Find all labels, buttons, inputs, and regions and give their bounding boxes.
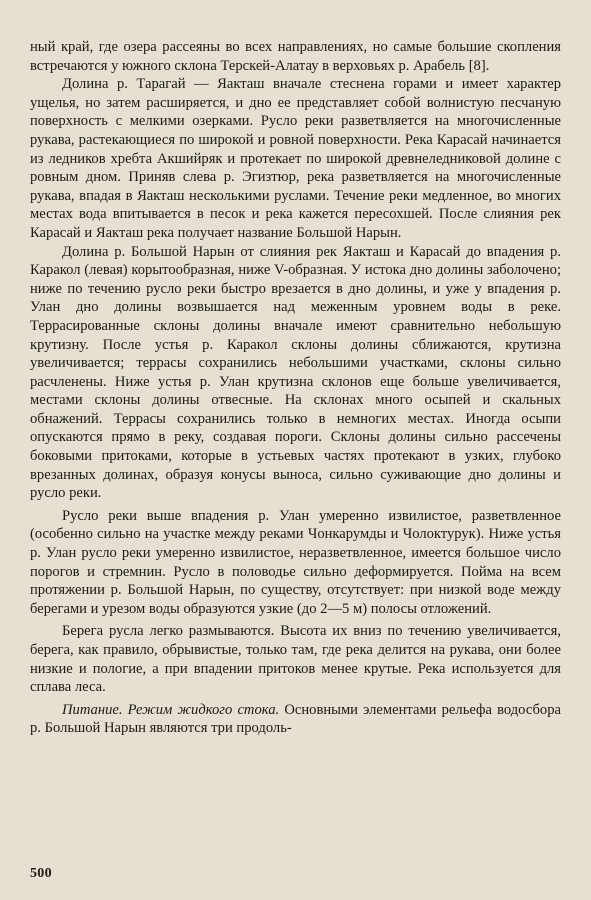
section-heading: Питание. Режим жидкого стока. (62, 701, 280, 718)
paragraph-2: Долина р. Тарагай — Яакташ вначале стеснена горами и имеет характер ущелья, но затем расширяется, и дно ее представляет собой волнистую песчаную поверхность с мелкими озерками. Русло реки разветвляется на многочисленные рукава, растекающиеся по широкой и ровной поверхности. Река Карасай начинается из ледников хребта Акшийряк и протекает по широкой древнеледниковой долине с ровным дном. Приняв слева р. Эгизтюр, река разветвляется на многочисленные рукава, впадая в Яакташ несколькими руслами. Течение реки медленное, во многих местах вода впитывается в песок и река кажется пересохшей. После слияния рек Карасай и Яакташ река получает название Большой Нарын. (30, 76, 561, 241)
paragraph-4: Русло реки выше впадения р. Улан умеренно извилистое, разветвленное (особенно сильно на участке между реками Чонкарумды и Чолоктурук). Ниже устья р. Улан русло реки умеренно извилистое, неразветвленное, имеется большое число порогов и стремнин. Русло в половодье сильно деформируется. Пойма на всем протяжении р. Большой Нарын, по существу, отсутствует: при низкой воде между берегами и урезом воды образуются узкие (до 2—5 м) полосы отложений. (30, 507, 561, 617)
page-number: 500 (30, 866, 52, 881)
paragraph-3: Долина р. Большой Нарын от слияния рек Яакташ и Карасай до впадения р. Каракол (левая) корытообразная, ниже V-образная. У истока дно долины заболочено; ниже по течению русло реки быстро врезается в дно долины, и уже у впадения р. Улан дно долины возвышается над меженным уровнем воды в реке. Террасированные склоны долины вначале имеют сравнительно небольшую крутизну. После устья р. Каракол склоны долины сближаются, крутизна увеличивается; террасы сохранились небольшими участками, склоны сильно расчленены. Ниже устья р. Улан крутизна склонов еще больше увеличивается, местами склоны долины отвесные. На склонах много осыпей и скальных обнажений. Террасы сохранились только в немногих местах. Иногда осыпи опускаются прямо в реку, создавая пороги. Склоны долины сильно рассечены боковыми притоками, которые в устьевых частях протекают в узких, глубоко врезанных долинах, образуя конусы выноса, сильно суживающие дно долины и русло реки. (30, 243, 561, 502)
paragraph-5: Берега русла легко размываются. Высота их вниз по течению увеличивается, берега, как правило, обрывистые, только там, где река делится на рукава, они более низкие и пологие, а при впадении притоков менее крутые. Река используется для сплава леса. (30, 623, 561, 696)
paragraph-1: ный край, где озера рассеяны во всех направлениях, но самые большие скопления встречаются у южного склона Терскей-Алатау в верховьях р. Арабель [8]. (30, 39, 561, 74)
section-text: Основными элементами рельефа водосбора р. Большой Нарын являются три продоль- (30, 701, 561, 737)
paragraph-6 (30, 701, 561, 738)
